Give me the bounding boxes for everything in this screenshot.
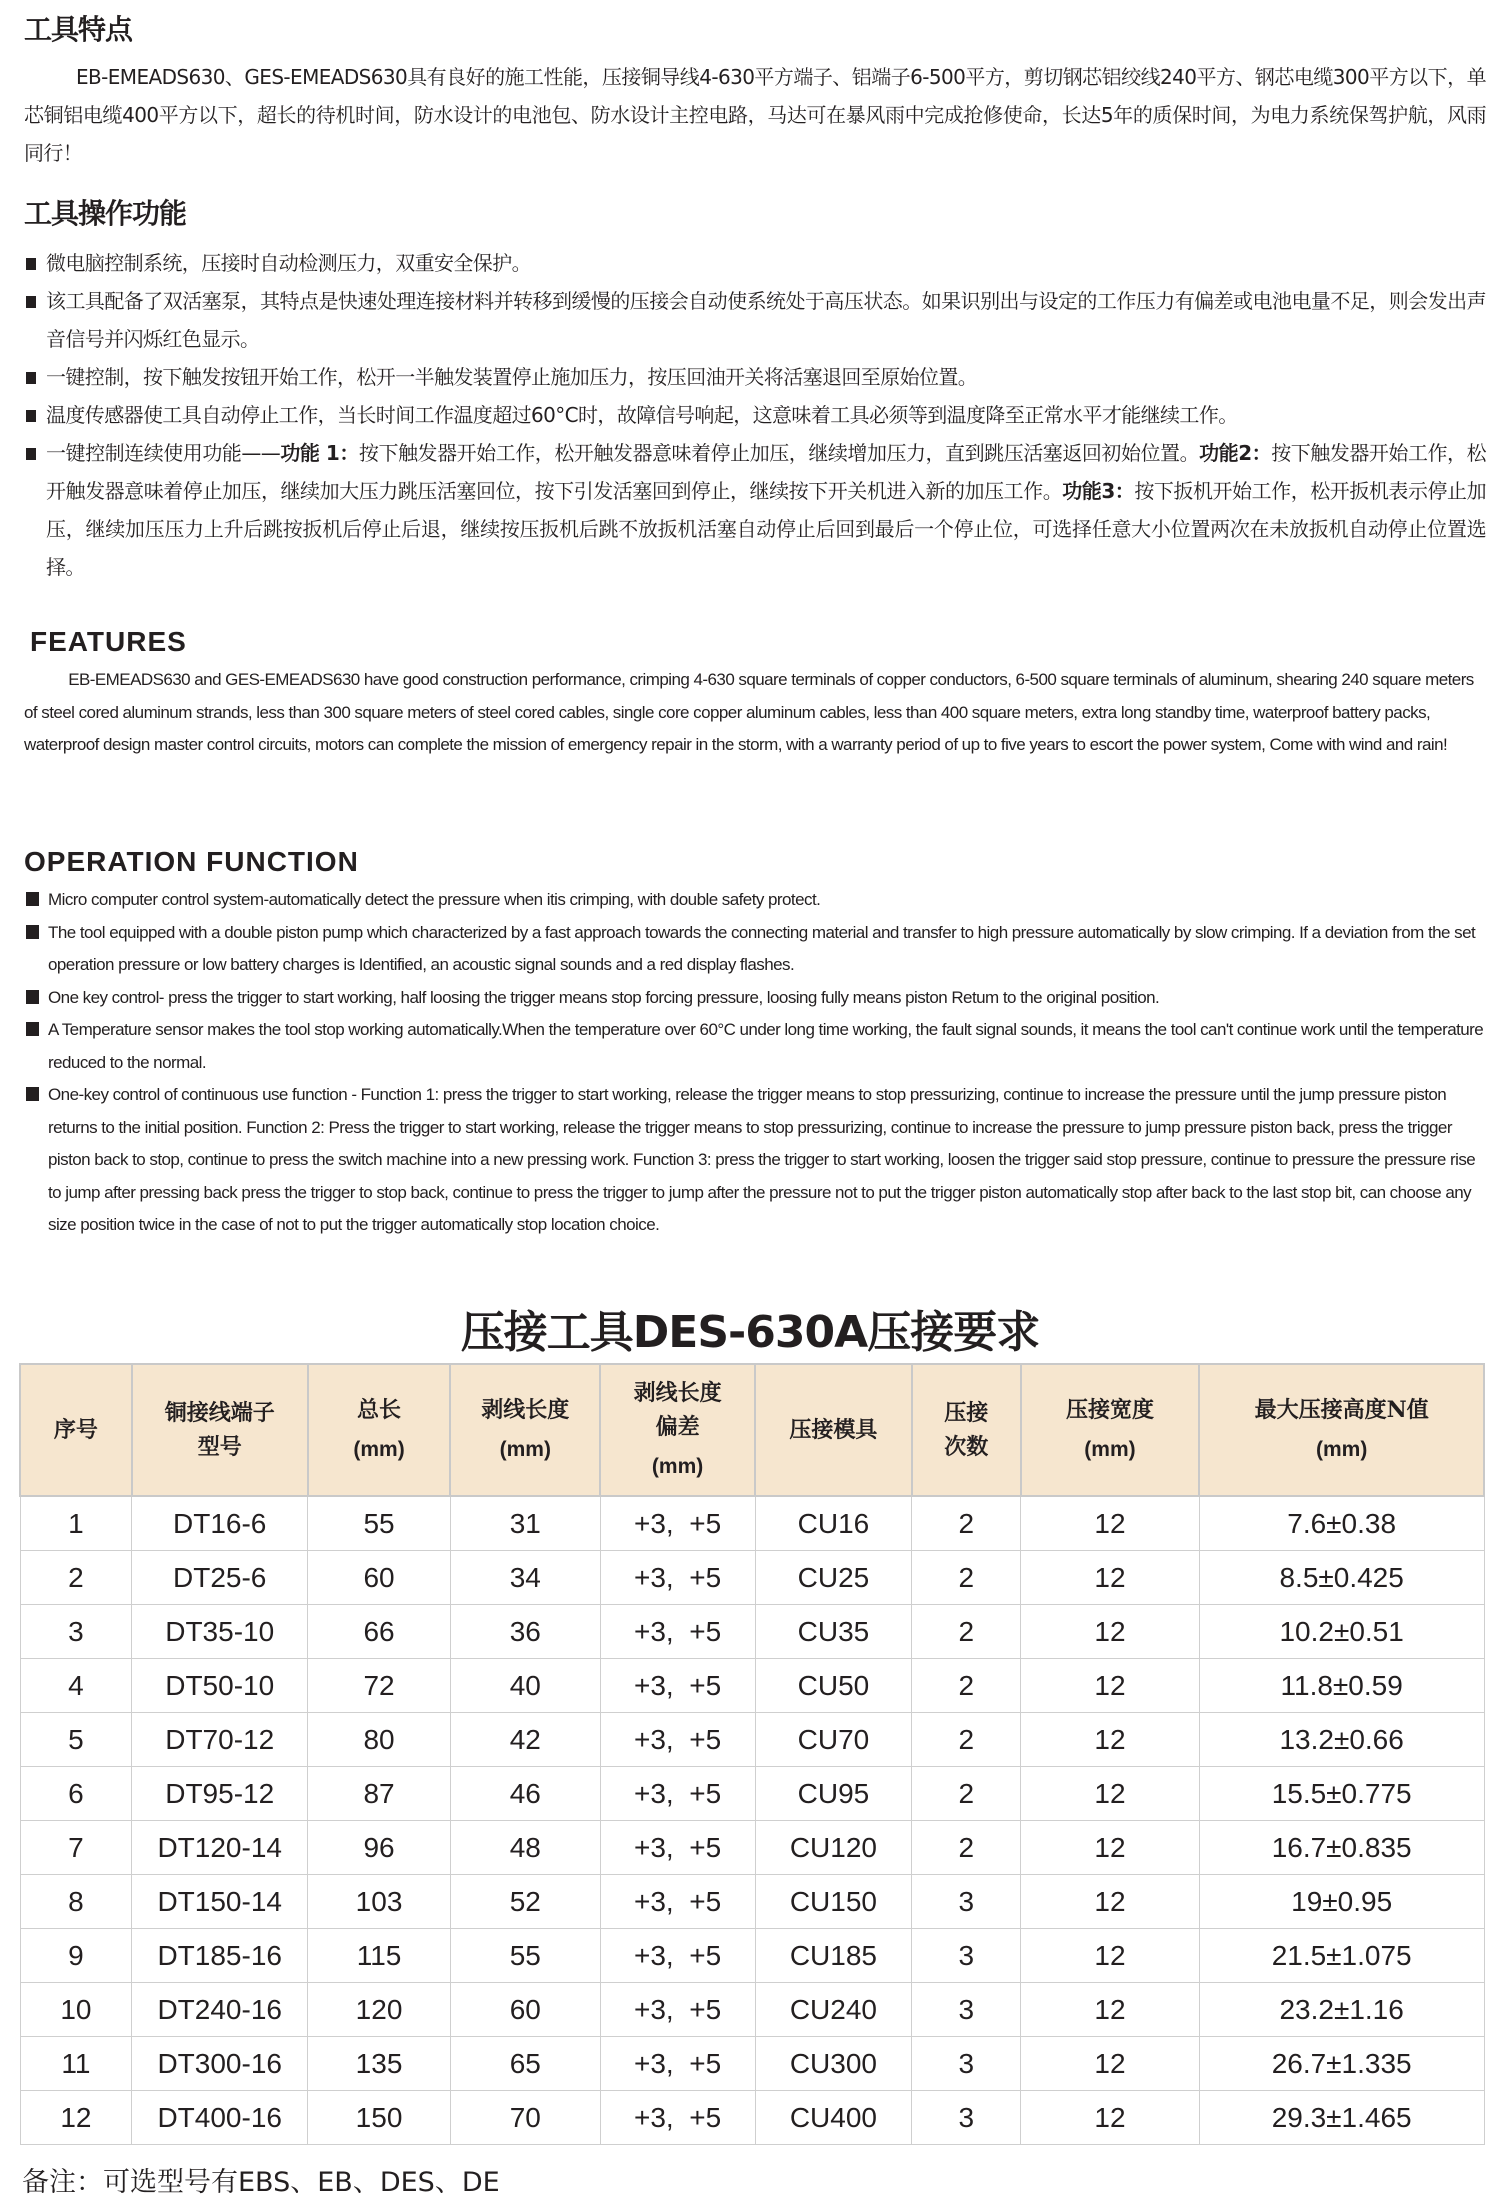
- item-text: The tool equipped with a double piston pump which characterized by a fast approach towards the connecting material and transfer to high pressure automatically by slow crimping. If a deviation from the set operation pressure or low battery charges is Identified, an acoustic signal sounds and a red display flashes.: [48, 922, 1476, 974]
- bullet-square-icon: [26, 372, 36, 384]
- table-cell: 55: [308, 1496, 451, 1551]
- list-item: [24, 396, 1486, 434]
- en-features-text: EB-EMEADS630 and GES-EMEADS630 have good construction performance, crimping 4-630 square terminals of copper conductors, 6-500 square terminals of aluminum, shearing 240 square meters of steel cored aluminum strands, less than 300 square meters of steel cored cables, single core copper aluminum cables, less than 400 square meters, extra long standby time, waterproof battery packs, waterproof design master control circuits, motors can complete the mission of emergency repair in the storm, with a warranty period of up to five years to escort the power system, Come with wind and rain!: [24, 670, 1474, 754]
- table-cell: 3: [912, 1875, 1021, 1929]
- header-label: 压接宽度: [1065, 1397, 1154, 1423]
- cn-features-text: EB-EMEADS630、GES-EMEADS630具有良好的施工性能，压接铜导线4-630平方端子、铝端子6-500平方，剪切钢芯铝绞线240平方、钢芯电缆300平方以下，单芯铜铝电缆400平方以下，超长的待机时间，防水设计的电池包、防水设计主控电路，马达可在暴风雨中完成抢修使命，长达5年的质保时间，为电力系统保驾护航，风雨同行！: [24, 65, 1486, 165]
- list-item: [24, 244, 1486, 282]
- table-cell: 2: [912, 1605, 1021, 1659]
- en-operation-section: [24, 846, 1486, 1242]
- table-cell: CU400: [755, 2091, 912, 2145]
- table-row: [20, 1496, 1484, 1551]
- table-cell: 46: [450, 1767, 600, 1821]
- table-cell: 72: [308, 1659, 451, 1713]
- table-cell: 10.2±0.51: [1199, 1605, 1484, 1659]
- table-row: [20, 1767, 1484, 1821]
- item-text: 微电脑控制系统，压接时自动检测压力，双重安全保护。: [46, 251, 531, 275]
- table-cell: 4: [20, 1659, 132, 1713]
- table-header-row: [20, 1364, 1484, 1496]
- table-cell: 6: [20, 1767, 132, 1821]
- header-unit: (mm): [499, 1438, 551, 1461]
- table-cell: 29.3±1.465: [1199, 2091, 1484, 2145]
- header-label: 最大压接高度N值: [1254, 1397, 1429, 1423]
- list-item: [24, 282, 1486, 358]
- table-row: [20, 2091, 1484, 2145]
- table-cell: CU35: [755, 1605, 912, 1659]
- bullet-square-icon: [26, 258, 36, 270]
- table-cell: 12: [1021, 1713, 1200, 1767]
- table-cell: 16.7±0.835: [1199, 1821, 1484, 1875]
- table-cell: 36: [450, 1605, 600, 1659]
- table-cell: 96: [308, 1821, 451, 1875]
- table-cell: 3: [912, 1929, 1021, 1983]
- item-text: One-key control of continuous use function - Function 1: press the trigger to start working, release the trigger means to stop pressurizing, continue to increase the pressure until the jump pressure piston returns to the initial position. Function 2: Press the trigger to start working, release the trigger means to stop pressurizing, continue to increase the pressure to jump pressure piston back, press the trigger piston back to stop, continue to press the switch machine into a new pressing work. Function 3: press the trigger to start working, loosen the trigger said stop pressure, continue to pressure the pressure rise to jump after pressing back press the trigger to stop back, continue to press the trigger to jump after the pressure not to put the trigger piston automatically stop after back to the last stop bit, can choose any size position twice in the case of not to put the trigger automatically stop location choice.: [48, 1085, 1476, 1234]
- table-cell: DT95-12: [132, 1767, 308, 1821]
- table-cell: CU70: [755, 1713, 912, 1767]
- item-text: Micro computer control system-automatically detect the pressure when itis crimping, with double safety protect.: [48, 890, 821, 909]
- table-cell: 9: [20, 1929, 132, 1983]
- list-item: [24, 1079, 1486, 1242]
- table-cell: 3: [20, 1605, 132, 1659]
- header-unit: (mm): [651, 1455, 704, 1478]
- table-cell: 12: [1021, 1875, 1200, 1929]
- table-cell: 135: [308, 2037, 451, 2091]
- table-cell: 2: [912, 1767, 1021, 1821]
- table-cell: +3, +5: [600, 1983, 755, 2037]
- table-cell: 150: [308, 2091, 451, 2145]
- table-cell: 11.8±0.59: [1199, 1659, 1484, 1713]
- table-cell: 60: [308, 1551, 451, 1605]
- table-row: [20, 1605, 1484, 1659]
- table-cell: 70: [450, 2091, 600, 2145]
- list-item: [24, 434, 1486, 586]
- table-cell: 55: [450, 1929, 600, 1983]
- en-operation-list: [24, 884, 1486, 1242]
- table-cell: 12: [1021, 1767, 1200, 1821]
- list-item: [24, 358, 1486, 396]
- item-text: 按下触发器开始工作，松开触发器意味着停止加压，继续加大压力跳压活塞回位，按下引发活塞回到停止，继续按下开关机进入新的加压工作。: [46, 441, 1486, 503]
- header-label: 型号: [197, 1434, 242, 1460]
- item-text: 温度传感器使工具自动停止工作，当长时间工作温度超过60°C时，故障信号响起，这意味着工具必须等到温度降至正常水平才能继续工作。: [46, 403, 1238, 427]
- table-cell: +3, +5: [600, 1605, 755, 1659]
- en-features-heading: FEATURES: [30, 626, 187, 657]
- list-item: [24, 1014, 1486, 1079]
- table-cell: 12: [1021, 2037, 1200, 2091]
- header-label: 压接: [944, 1400, 989, 1426]
- header-label: 压接模具: [789, 1417, 878, 1443]
- table-cell: 12: [1021, 1551, 1200, 1605]
- table-cell: +3, +5: [600, 1821, 755, 1875]
- table-cell: 23.2±1.16: [1199, 1983, 1484, 2037]
- column-header: [132, 1364, 308, 1496]
- column-header: [308, 1364, 451, 1496]
- table-cell: DT150-14: [132, 1875, 308, 1929]
- table-cell: 120: [308, 1983, 451, 2037]
- table-row: [20, 1875, 1484, 1929]
- table-cell: +3, +5: [600, 1929, 755, 1983]
- table-cell: 19±0.95: [1199, 1875, 1484, 1929]
- table-cell: 2: [912, 1551, 1021, 1605]
- item-text: 一键控制连续使用功能——: [46, 441, 281, 465]
- table-cell: CU240: [755, 1983, 912, 2037]
- table-row: [20, 1821, 1484, 1875]
- table-cell: 12: [1021, 1496, 1200, 1551]
- table-row: [20, 1713, 1484, 1767]
- table-cell: CU150: [755, 1875, 912, 1929]
- table-cell: 87: [308, 1767, 451, 1821]
- table-cell: 2: [912, 1713, 1021, 1767]
- table-cell: DT50-10: [132, 1659, 308, 1713]
- bullet-square-icon: [26, 1087, 39, 1101]
- table-cell: 10: [20, 1983, 132, 2037]
- header-unit: (mm): [1315, 1438, 1368, 1461]
- function-2-label: 功能2：: [1199, 441, 1272, 465]
- column-header: [1199, 1364, 1484, 1496]
- table-cell: 34: [450, 1551, 600, 1605]
- table-cell: 40: [450, 1659, 600, 1713]
- table-cell: DT70-12: [132, 1713, 308, 1767]
- table-cell: 8: [20, 1875, 132, 1929]
- table-cell: 48: [450, 1821, 600, 1875]
- table-cell: 12: [1021, 1929, 1200, 1983]
- table-cell: DT120-14: [132, 1821, 308, 1875]
- table-cell: 1: [20, 1496, 132, 1551]
- table-cell: DT400-16: [132, 2091, 308, 2145]
- bullet-square-icon: [26, 990, 39, 1004]
- table-cell: +3, +5: [600, 1767, 755, 1821]
- table-cell: 5: [20, 1713, 132, 1767]
- item-text: 按下扳机开始工作，松开扳机表示停止加压，继续加压压力上升后跳按扳机后停止后退，继续按压扳机后跳不放扳机活塞自动停止后回到最后一个停止位，可选择任意大小位置两次在未放扳机自动停止位置选择。: [46, 479, 1486, 579]
- table-cell: CU95: [755, 1767, 912, 1821]
- table-cell: CU120: [755, 1821, 912, 1875]
- item-text: One key control- press the trigger to start working, half loosing the trigger means stop forcing pressure, loosing fully means piston Retum to the original position.: [48, 987, 1160, 1007]
- header-label: 铜接线端子: [164, 1400, 275, 1426]
- table-row: [20, 2037, 1484, 2091]
- header-label: 剥线长度: [481, 1397, 570, 1423]
- table-cell: 2: [912, 1821, 1021, 1875]
- table-cell: 115: [308, 1929, 451, 1983]
- header-label: 总长: [357, 1397, 402, 1423]
- table-cell: 12: [1021, 1659, 1200, 1713]
- table-cell: CU16: [755, 1496, 912, 1551]
- column-header: [20, 1364, 132, 1496]
- en-operation-heading: OPERATION FUNCTION: [24, 846, 359, 877]
- table-cell: 13.2±0.66: [1199, 1713, 1484, 1767]
- table-cell: +3, +5: [600, 1659, 755, 1713]
- table-row: [20, 1983, 1484, 2037]
- column-header: [1021, 1364, 1200, 1496]
- table-cell: 7: [20, 1821, 132, 1875]
- bullet-square-icon: [26, 448, 36, 460]
- bullet-square-icon: [26, 925, 39, 939]
- cn-features-section: [24, 8, 1486, 172]
- table-cell: 3: [912, 2037, 1021, 2091]
- en-features-section: [24, 626, 1486, 762]
- function-3-label: 功能3：: [1062, 479, 1135, 503]
- table-cell: 65: [450, 2037, 600, 2091]
- item-text: 该工具配备了双活塞泵，其特点是快速处理连接材料并转移到缓慢的压接会自动使系统处于高压状态。如果识别出与设定的工作压力有偏差或电池电量不足，则会发出声音信号并闪烁红色显示。: [46, 289, 1486, 351]
- table-cell: 66: [308, 1605, 451, 1659]
- header-unit: (mm): [1084, 1438, 1136, 1461]
- header-label: 序号: [53, 1417, 98, 1443]
- list-item: [24, 917, 1486, 982]
- table-cell: 12: [1021, 1605, 1200, 1659]
- bullet-square-icon: [26, 296, 36, 308]
- table-cell: 2: [20, 1551, 132, 1605]
- table-cell: 15.5±0.775: [1199, 1767, 1484, 1821]
- table-cell: +3, +5: [600, 1551, 755, 1605]
- cn-operation-list: [24, 244, 1486, 586]
- table-cell: 2: [912, 1496, 1021, 1551]
- table-cell: 3: [912, 2091, 1021, 2145]
- cn-operation-heading: 工具操作功能: [24, 197, 187, 230]
- table-cell: 42: [450, 1713, 600, 1767]
- table-cell: 31: [450, 1496, 600, 1551]
- table-note: 备注：可选型号有EBS、EB、DES、DE: [22, 2167, 500, 2198]
- header-unit: (mm): [353, 1438, 405, 1461]
- header-label: 次数: [944, 1434, 989, 1460]
- table-cell: 12: [1021, 2091, 1200, 2145]
- item-text: 一键控制，按下触发按钮开始工作，松开一半触发装置停止施加压力，按压回油开关将活塞退回至原始位置。: [46, 365, 978, 389]
- bullet-square-icon: [26, 1022, 39, 1036]
- table-cell: DT300-16: [132, 2037, 308, 2091]
- table-cell: 26.7±1.335: [1199, 2037, 1484, 2091]
- table-cell: 11: [20, 2037, 132, 2091]
- table-cell: DT185-16: [132, 1929, 308, 1983]
- column-header: [755, 1364, 912, 1496]
- table-cell: 60: [450, 1983, 600, 2037]
- table-cell: 7.6±0.38: [1199, 1496, 1484, 1551]
- table-cell: 3: [912, 1983, 1021, 2037]
- table-cell: 2: [912, 1659, 1021, 1713]
- item-text: A Temperature sensor makes the tool stop working automatically.When the temperature over 60°C under long time working, the fault signal sounds, it means the tool can't continue work until the temperature reduced to the normal.: [48, 1020, 1484, 1072]
- table-cell: CU300: [755, 2037, 912, 2091]
- table-cell: DT16-6: [132, 1496, 308, 1551]
- table-title: 压接工具DES-630A压接要求: [460, 1307, 1040, 1358]
- table-cell: +3, +5: [600, 1713, 755, 1767]
- list-item: [24, 884, 1486, 917]
- table-cell: +3, +5: [600, 1875, 755, 1929]
- table-cell: CU185: [755, 1929, 912, 1983]
- table-cell: 8.5±0.425: [1199, 1551, 1484, 1605]
- table-row: [20, 1551, 1484, 1605]
- table-cell: 12: [1021, 1983, 1200, 2037]
- table-cell: 21.5±1.075: [1199, 1929, 1484, 1983]
- header-label: 剥线长度: [633, 1380, 722, 1406]
- table-cell: CU25: [755, 1551, 912, 1605]
- table-cell: CU50: [755, 1659, 912, 1713]
- table-cell: 12: [20, 2091, 132, 2145]
- cn-operation-section: [24, 192, 1486, 586]
- table-cell: DT25-6: [132, 1551, 308, 1605]
- function-1-label: 功能 1：: [280, 441, 359, 465]
- table-row: [20, 1929, 1484, 1983]
- header-label: 偏差: [655, 1414, 700, 1440]
- table-cell: DT35-10: [132, 1605, 308, 1659]
- table-cell: +3, +5: [600, 2037, 755, 2091]
- column-header: [912, 1364, 1021, 1496]
- table-cell: DT240-16: [132, 1983, 308, 2037]
- bullet-square-icon: [26, 892, 39, 906]
- column-header: [600, 1364, 755, 1496]
- bullet-square-icon: [26, 410, 36, 422]
- table-cell: +3, +5: [600, 1496, 755, 1551]
- table-cell: 103: [308, 1875, 451, 1929]
- item-text: 按下触发器开始工作，松开触发器意味着停止加压，继续增加压力，直到跳压活塞返回初始位置。: [358, 441, 1200, 465]
- cn-features-heading: 工具特点: [24, 13, 133, 46]
- table-row: [20, 1659, 1484, 1713]
- table-cell: 12: [1021, 1821, 1200, 1875]
- crimp-requirements-table: [19, 1363, 1485, 2145]
- column-header: [450, 1364, 600, 1496]
- table-cell: 80: [308, 1713, 451, 1767]
- list-item: [24, 982, 1486, 1015]
- table-cell: +3, +5: [600, 2091, 755, 2145]
- table-cell: 52: [450, 1875, 600, 1929]
